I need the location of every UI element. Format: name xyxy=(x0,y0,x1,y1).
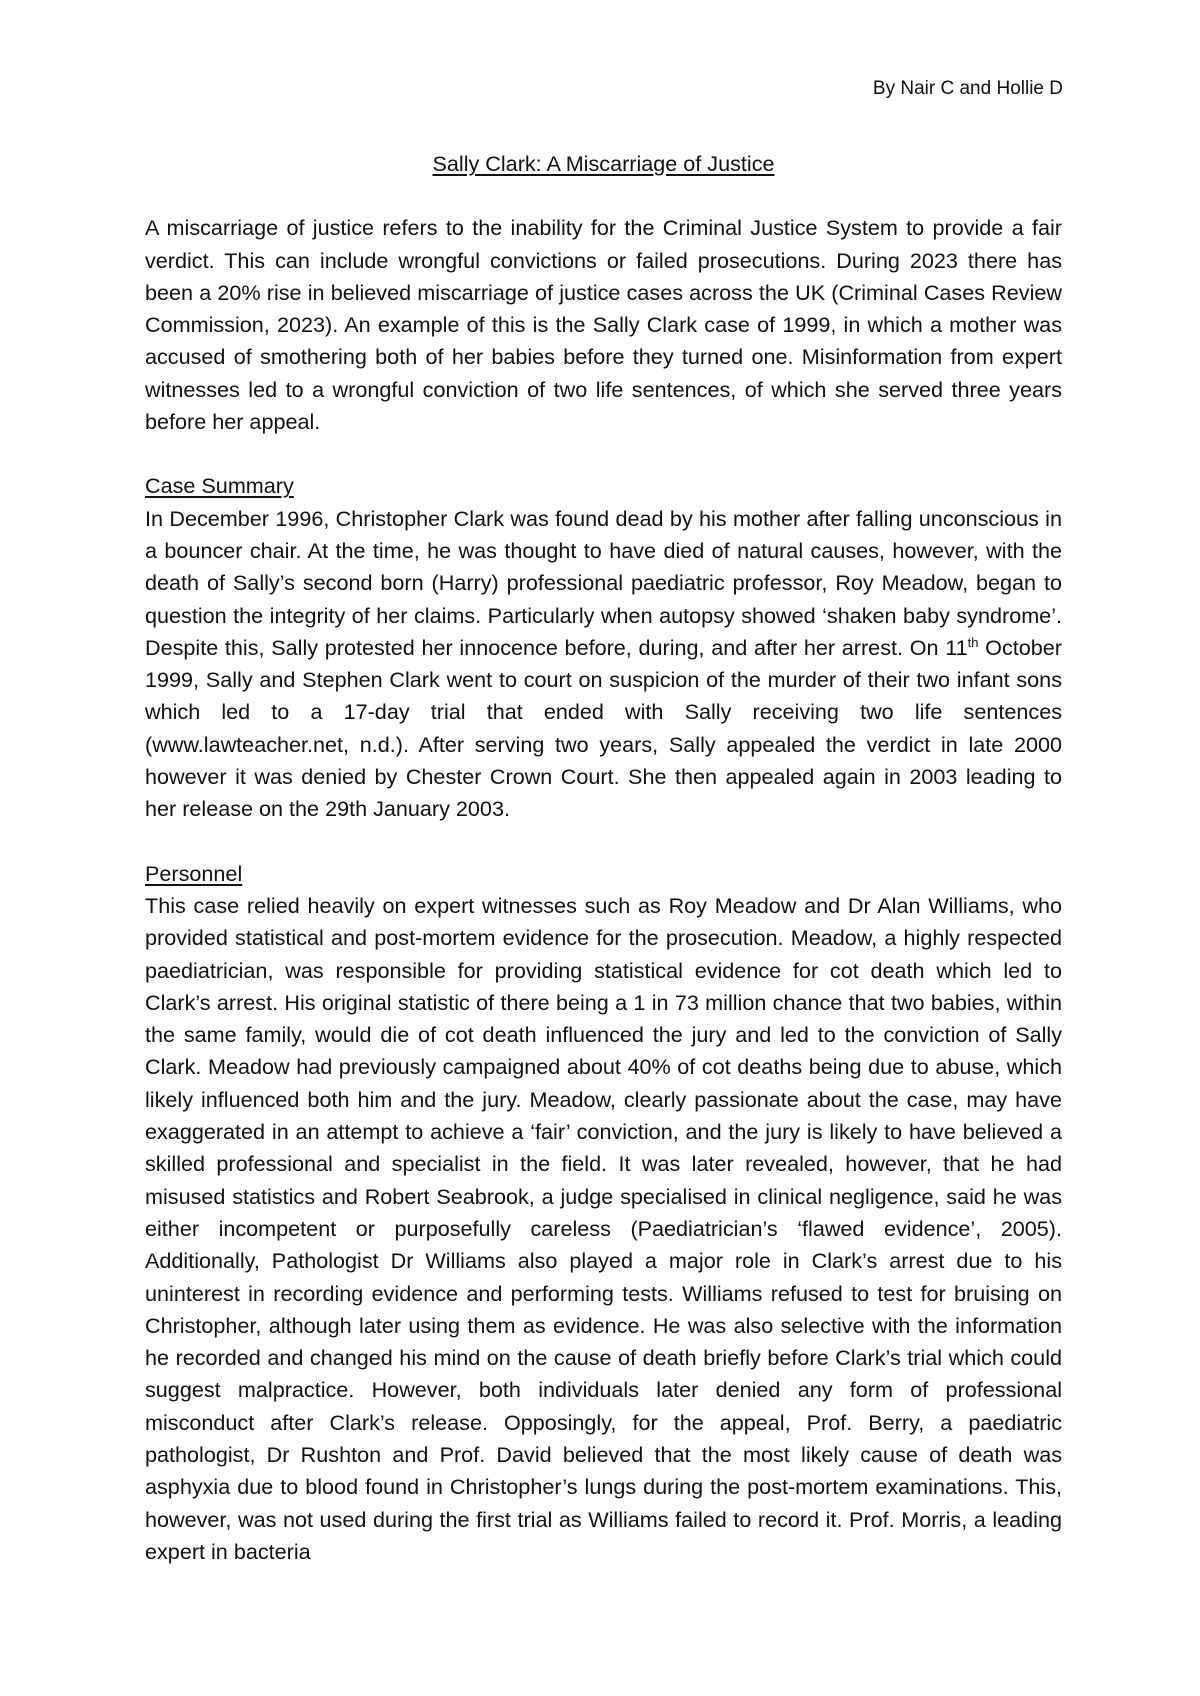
paragraph-spacer xyxy=(145,826,1062,858)
case-summary-text-part1: In December 1996, Christopher Clark was found dead by his mother after falling unconscious in a bouncer chair. At the time, he was thought to have died of natural causes, however, with the death of Sally’s second born (Harry) professional paediatric professor, Roy Meadow, began to question the integrity of her claims. Particularly when autopsy showed ‘shaken baby syndrome’. Despite this, Sally protested her innocence before, during, and after her arrest. On 11 xyxy=(145,505,1062,660)
paragraph-spacer xyxy=(145,438,1062,470)
personnel-paragraph: This case relied heavily on expert witnesses such as Roy Meadow and Dr Alan Williams, who provided statistical and post-mortem evidence for the prosecution. Meadow, a highly respected paediatrician, was responsible for providing statistical evidence for cot death which led to Clark’s arrest. His original statistic of there being a 1 in 73 million chance that two babies, within the same family, would die of cot death influenced the jury and led to the conviction of Sally Clark. Meadow had previously campaigned about 40% of cot deaths being due to abuse, which likely influenced both him and the jury. Meadow, clearly passionate about the case, may have exaggerated in an attempt to achieve a ‘fair’ conviction, and the jury is likely to have believed a skilled professional and specialist in the field. It was later revealed, however, that he had misused statistics and Robert Seabrook, a judge specialised in clinical negligence, said he was either incompetent or purposefully careless (Paediatrician’s ‘flawed evidence’, 2005). Additionally, Pathologist Dr Williams also played a major role in Clark’s arrest due to his uninterest in recording evidence and performing tests. Williams refused to test for bruising on Christopher, although later using them as evidence. He was also selective with the information he recorded and changed his mind on the cause of death briefly before Clark’s trial which could suggest malpractice. However, both individuals later denied any form of professional misconduct after Clark’s release. Opposingly, for the appeal, Prof. Berry, a paediatric pathologist, Dr Rushton and Prof. David believed that the most likely cause of death was asphyxia due to blood found in Christopher’s lungs during the post-mortem examinations. This, however, was not used during the first trial as Williams failed to record it. Prof. Morris, a leading expert in bacteria xyxy=(145,892,1062,1564)
personnel-heading: Personnel xyxy=(145,860,243,886)
case-summary-text-part2: October 1999, Sally and Stephen Clark went to court on suspicion of the murder of their two infant sons which led to a 17-day trial that ended with Sally receiving two life sentences (www.lawteacher.net, n.d.). After serving two years, Sally appealed the verdict in late 2000 however it was denied by Chester Crown Court. She then appealed again in 2003 leading to her release on the 29th January 2003. xyxy=(145,634,1062,822)
intro-paragraph: A miscarriage of justice refers to the inability for the Criminal Justice System to provide a fair verdict. This can include wrongful convictions or failed prosecutions. During 2023 there has been a 20% rise in believed miscarriage of justice cases across the UK (Criminal Cases Review Commission, 2023). An example of this is the Sally Clark case of 1999, in which a mother was accused of smothering both of her babies before they turned one. Misinformation from expert witnesses led to a wrongful conviction of two life sentences, of which she served three years before her appeal. xyxy=(145,215,1062,435)
document-body xyxy=(145,148,1062,1568)
author-header: By Nair C and Hollie D xyxy=(872,78,1063,99)
document-title: Sally Clark: A Miscarriage of Justice xyxy=(432,151,775,176)
case-summary-paragraph xyxy=(145,503,1062,826)
ordinal-superscript: th xyxy=(967,634,979,650)
case-summary-heading: Case Summary xyxy=(145,473,294,499)
